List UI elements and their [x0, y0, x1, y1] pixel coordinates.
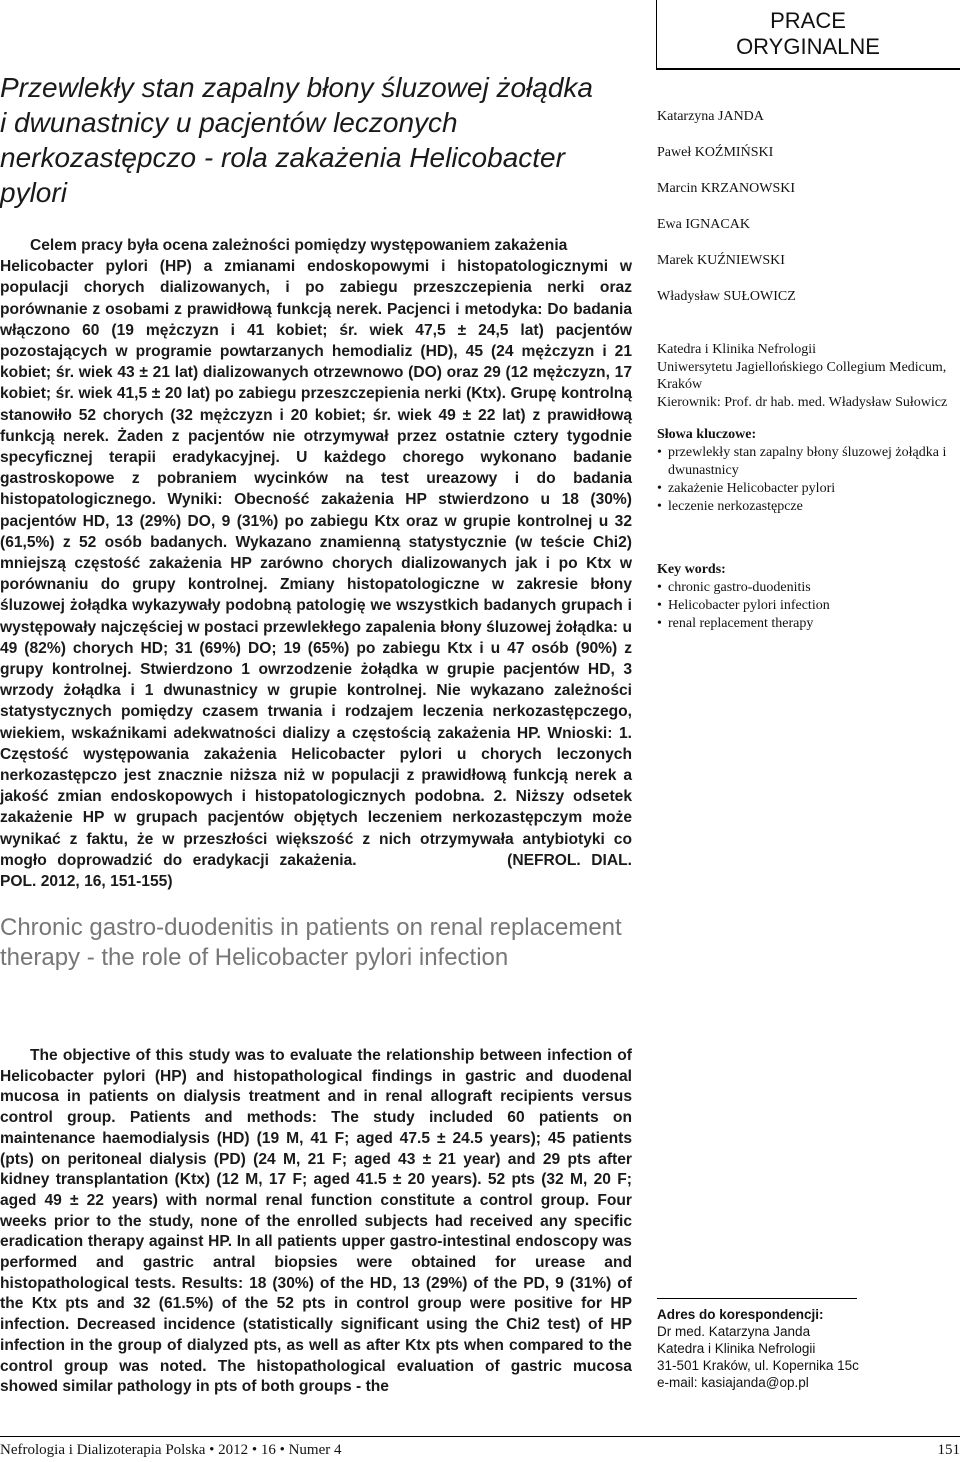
keyword-item: • renal replacement therapy [657, 615, 960, 633]
author: Marcin KRZANOWSKI [657, 181, 796, 196]
footer-divider [0, 1436, 960, 1437]
polish-title: Przewlekły stan zapalny błony śluzowej żołądka i dwunastnicy u pacjentów leczonych nerkozastępczo - rola zakażenia Helicobacter pylori [0, 72, 593, 208]
correspondence-heading: Adres do korespondencji: [657, 1307, 824, 1322]
keyword-item: • przewlekły stan zapalny błony śluzowej żołądka i dwunastnicy [657, 444, 960, 480]
page-number: 151 [937, 1442, 960, 1458]
keyword-item: • Helicobacter pylori infection [657, 597, 960, 615]
section-header [656, 8, 960, 60]
keywords-polish-heading: Słowa kluczowe: [657, 427, 757, 442]
keywords-english [657, 561, 960, 633]
section-header-line2: ORYGINALNE [736, 34, 880, 59]
affiliation-university: Uniwersytetu Jagiellońskiego Collegium Medicum, Kraków [657, 359, 947, 392]
author: Władysław SUŁOWICZ [657, 289, 796, 304]
correspondence [657, 1306, 960, 1391]
section-header-line1: PRACE [770, 8, 846, 33]
keyword-item: • zakażenie Helicobacter pylori [657, 480, 960, 498]
english-abstract-body: The objective of this study was to evaluate the relationship between infection of Helicobacter pylori (HP) and histopathological findings in gastric and duodenal mucosa in patients on dialysis treatment and in renal allograft recipients versus control group. Patients and methods: The study included 60 patients on maintenance haemodialysis (HD) (19 M, 41 F; aged 47.5 ± 24.5 years); 45 patients (pts) on peritoneal dialysis (PD) (24 M, 21 F; aged 43 ± 21 year) and 29 pts after kidney transplantation (Ktx) (12 M, 17 F; aged 41.5 ± 20 years). 52 pts (32 M, 20 F; aged 49 ± 22 years) with normal renal function constitute a control group. Four weeks prior to the study, none of the enrolled subjects had received any specific eradication therapy against HP. In all patients upper gastro-intestinal endoscopy was performed and gastric antral biopsies were obtained for urease and histopathological tests. Results: 18 (30%) of the HD, 13 (29%) of the PD, 9 (31%) of the Ktx pts and 32 (61.5%) of the 52 pts in control group were positive for HP infection. Decreased incidence (statistically significant using the Chi2 test) of HP infection in the group of dialyzed pts, as well as after Ktx pts when compared to the control group was noted. The histopathological evaluation of gastric mucosa showed similar pathology in pts of both groups - the [0, 1047, 632, 1396]
keywords-polish [657, 426, 960, 516]
english-title: Chronic gastro-duodenitis in patients on renal replacement therapy - the role of Helicobacter pylori infection [0, 914, 622, 971]
affiliation-head: Kierownik: Prof. dr hab. med. Władysław Sułowicz [657, 394, 948, 410]
correspondence-divider [657, 1298, 857, 1299]
author: Katarzyna JANDA [657, 109, 764, 124]
correspondence-line: 31-501 Kraków, ul. Kopernika 15c [657, 1358, 859, 1373]
polish-abstract-first-line: Celem pracy była ocena zależności pomiędzy występowaniem zakażenia [30, 237, 568, 254]
author: Ewa IGNACAK [657, 217, 750, 232]
affiliation [657, 341, 960, 411]
keywords-english-heading: Key words: [657, 562, 726, 577]
english-abstract [0, 1046, 632, 1398]
affiliation-dept: Katedra i Klinika Nefrologii [657, 342, 817, 357]
keyword-item: • leczenie nerkozastępcze [657, 498, 960, 516]
author: Paweł KOŹMIŃSKI [657, 145, 774, 160]
journal-footer: Nefrologia i Dializoterapia Polska • 2012 • 16 • Numer 4 [0, 1442, 342, 1458]
polish-abstract [0, 235, 632, 892]
author: Marek KUŹNIEWSKI [657, 253, 785, 268]
correspondence-email[interactable]: e-mail: kasiajanda@op.pl [657, 1375, 809, 1390]
polish-abstract-body: Helicobacter pylori (HP) a zmianami endoskopowymi i histopatologicznymi w populacji chorych dializowanych, i po zabiegu przeszczepienia nerki oraz porównanie z osobami z prawidłową funkcją nerek. Pacjenci i metodyka: Do badania włączono 60 (19 mężczyzn i 41 kobiet; śr. wiek 47,5 ± 24,5 lat) pacjentów pozostających w programie powtarzanych hemodializ (HD), 45 (24 mężczyzn i 21 kobiet; śr. wiek 43 ± 21 lat) dializowanych otrzewnowo (DO) oraz 29 (12 mężczyzn, 17 kobiet; śr. wiek 41,5 ± 20 lat) po zabiegu przeszczepienia nerki (Ktx). Grupę kontrolną stanowiło 52 chorych (32 mężczyzn i 20 kobiet; śr. wiek 49 ± 22 lat) z prawidłową funkcją nerek. Żaden z pacjentów nie otrzymywał przez ostatnie cztery tygodnie specyficznej terapii eradykacyjnej. U każdego chorego wykonano badanie gastroskopowe z pobraniem wycinków na test ureazowy i do badania histopatologicznego. Wyniki: Obecność zakażenia HP stwierdzono u 18 (30%) pacjentów HD, 13 (29%) DO, 9 (31%) po zabiegu Ktx oraz w grupie kontrolnej u 32 (61,5%) z 52 osób badanych. Wykazano znamienną statystycznie (w teście Chi2) mniejszą częstość zakażenia HP zarówno chorych dializowanych jak i po Ktx w porównaniu do grupy kontrolnej. Zmiany histopatologiczne w zakresie błony śluzowej żołądka wykazywały podobną patologię we wszystkich badanych grupach i występowały najczęściej w postaci przewlekłego zapalenia błony śluzowej żołądka: u 49 (82%) chorych HD; 31 (69%) DO; 19 (65%) po zabiegu Ktx i u 47 osób (90%) z grupy kontrolnej. Stwierdzono 1 owrzodzenie żołądka w grupie pacjentów HD, 3 wrzody żołądka i 1 dwunastnicy w grupie kontrolnej. Nie wykazano zależności statystycznych pomiędzy czasem trwania i rodzajem leczenia nerkozastępczego, wiekiem, wskaźnikami adekwatności dializy a częstością zakażenia HP. Wnioski: 1. Częstość występowania zakażenia Helicobacter pylori u chorych leczonych nerkozastępczo jest znacznie niższa niż w populacji z prawidłową funkcją nerek a jakość zmian endoskopowych i histopatologicznych podobna. 2. Niższy odsetek zakażenie HP w grupach pacjentów objętych leczeniem nerkozastępczym może wynikać z faktu, że w przeszłości większość z nich otrzymywała antybiotyki co mogło doprowadzić do eradykacji zakażenia. [0, 258, 632, 869]
citation: (NEFROL. DIAL. POL. 2012, 16, 151-155) [0, 851, 632, 891]
correspondence-line: Katedra i Klinika Nefrologii [657, 1341, 816, 1356]
keyword-item: • chronic gastro-duodenitis [657, 579, 960, 597]
correspondence-line: Dr med. Katarzyna Janda [657, 1324, 811, 1339]
author-list [657, 108, 957, 324]
